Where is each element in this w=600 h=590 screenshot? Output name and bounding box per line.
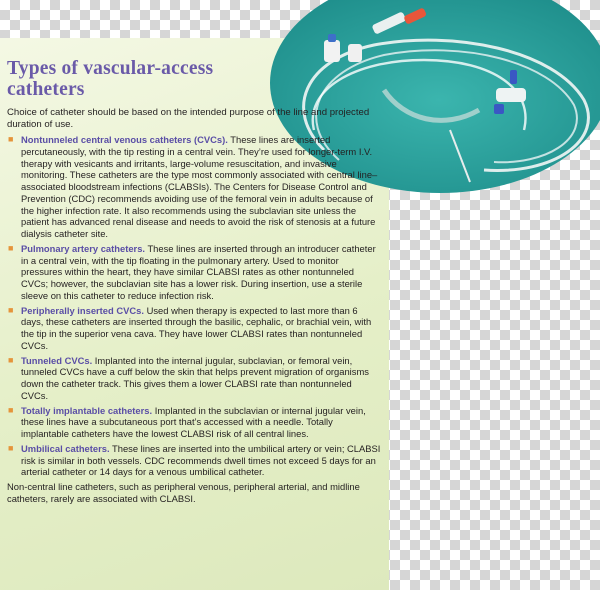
list-item xyxy=(7,443,381,478)
catheter-type-list xyxy=(7,134,381,478)
list-item xyxy=(7,405,381,440)
bullet-square-icon: ■ xyxy=(8,242,14,253)
list-item xyxy=(7,134,381,240)
item-term: Totally implantable catheters. xyxy=(21,404,153,416)
item-term: Pulmonary artery catheters. xyxy=(21,242,146,254)
item-text: These lines are inserted percutaneously, with the tip resting in a central vein. They’re used for longer-term I.V. therapy with vesicants and irritants, large-volume resuscitation, and invasive monitoring. These catheters are the type most commonly associated with central line–associated bloodstream infections (CLABSIs). The Centers for Disease Control and Prevention (CDC) recommends avoiding use of the femoral vein in adults because of the higher infection rate. It also recommends using the subclavian site unless the patient has advanced renal disease and needs to avoid the risk of stenosis at a future dialysis catheter site. xyxy=(21,134,378,239)
bullet-square-icon: ■ xyxy=(8,304,14,315)
item-text: Used when therapy is expected to last more than 6 days, these catheters are inserted through the basilic, cephalic, or brachial vein, with the tip in the superior vena cava. They have lower CLABSI rates than nontunneled CVCs. xyxy=(21,304,372,351)
list-item xyxy=(7,305,381,352)
item-text: Implanted into the internal jugular, subclavian, or femoral vein, tunneled CVCs have a cuff below the skin that helps prevent migration of organisms down the catheter track. This gives them a lower CLABSI rate than nontunneled CVCs. xyxy=(21,354,369,401)
bullet-square-icon: ■ xyxy=(8,404,14,415)
sidebar-content xyxy=(7,58,381,505)
sidebar-title: Types of vascular-access catheters xyxy=(7,58,214,100)
item-text: These lines are inserted into the umbilical artery or vein; CLABSI risk is similar in both vessels. CDC recommends dwell times not exceed 5 days for an arterial catheter or 14 days for a venous umbilical catheter. xyxy=(21,442,381,478)
item-term: Tunneled CVCs. xyxy=(21,354,93,366)
bullet-square-icon: ■ xyxy=(8,134,14,144)
bullet-square-icon: ■ xyxy=(8,442,14,453)
item-text: These lines are inserted through an introducer catheter in a central vein, with the tip floating in the pulmonary artery. Used to monitor pressures within the heart, they have similar CLABSI rates as other nontunneled CVCs; however, the subclavian site has a lower risk. During insertion, use a sterile sleeve on this catheter to reduce infection risk. xyxy=(21,242,376,301)
item-term: Umbilical catheters. xyxy=(21,442,110,454)
item-term: Nontunneled central venous catheters (CVCs). xyxy=(21,134,228,145)
sidebar-outro: Non-central line catheters, such as peripheral venous, peripheral arterial, and midline catheters, rarely are associated with CLABSI. xyxy=(7,481,360,504)
bullet-square-icon: ■ xyxy=(8,354,14,365)
item-term: Peripherally inserted CVCs. xyxy=(21,304,144,316)
item-text: Implanted in the subclavian or internal jugular vein, these lines have a subcutaneous port that’s accessed with a needle. Totally implantable catheters have the lowest CLABSI risk of all central lines. xyxy=(21,404,366,439)
sidebar-intro: Choice of catheter should be based on the intended purpose of the line and projected duration of use. xyxy=(7,107,370,130)
list-item xyxy=(7,243,381,302)
list-item xyxy=(7,355,381,402)
